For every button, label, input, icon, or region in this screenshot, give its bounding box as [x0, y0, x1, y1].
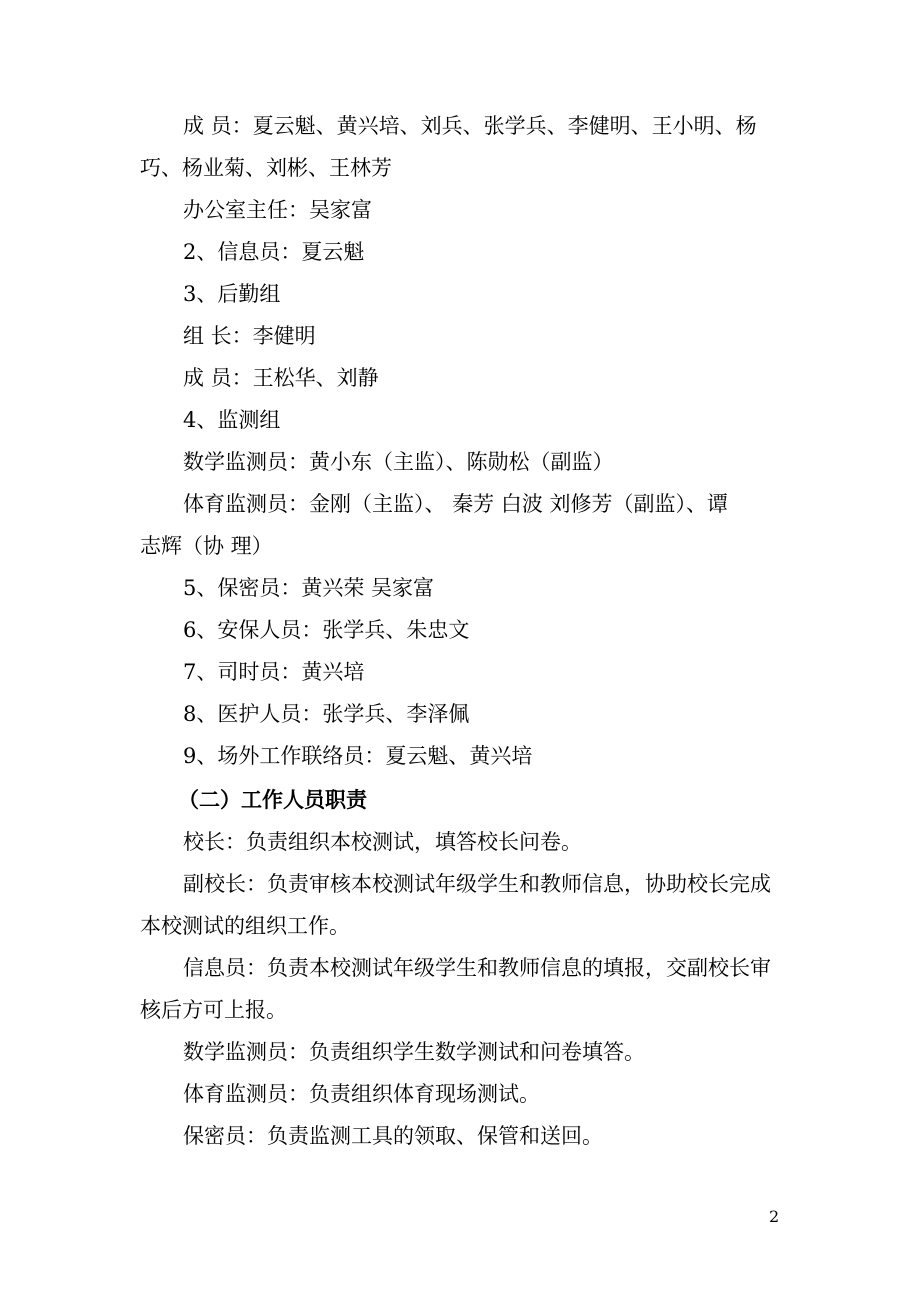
paragraph-security-staff: 6、安保人员：张学兵、朱忠文: [183, 618, 470, 642]
paragraph-pe-monitors-line-2: 志辉（协 理）: [140, 534, 273, 558]
paragraph-timekeeper: 7、司时员：黄兴培: [183, 660, 365, 684]
paragraph-math-monitor-duty: 数学监测员：负责组织学生数学测试和问卷填答。: [183, 1040, 645, 1064]
paragraph-external-liaison: 9、场外工作联络员：夏云魁、黄兴培: [183, 744, 533, 768]
section-heading-duties: （二）工作人员职责: [178, 787, 367, 812]
paragraph-logistics-leader: 组 长：李健明: [183, 324, 316, 348]
paragraph-info-officer: 2、信息员：夏云魁: [183, 240, 365, 264]
paragraph-math-monitors: 数学监测员：黄小东（主监）、陈勋松（副监）: [183, 450, 614, 474]
page-number: 2: [769, 1207, 780, 1226]
paragraph-pe-monitors-line-1: 体育监测员：金刚（主监）、 秦芳 白波 刘修芳（副监）、谭: [183, 492, 729, 516]
paragraph-members-line-2: 巧、杨业菊、刘彬、王林芳: [140, 156, 392, 180]
paragraph-logistics-members: 成 员：王松华、刘静: [183, 366, 379, 390]
paragraph-office-director: 办公室主任：吴家富: [183, 198, 372, 222]
paragraph-logistics-heading: 3、后勤组: [183, 282, 281, 306]
paragraph-medical-staff: 8、医护人员：张学兵、李泽佩: [183, 702, 470, 726]
paragraph-monitoring-heading: 4、监测组: [183, 408, 281, 432]
paragraph-vice-principal-duty-line-1: 副校长：负责审核本校测试年级学生和教师信息，协助校长完成: [183, 872, 771, 896]
paragraph-members-line-1: 成 员：夏云魁、黄兴培、刘兵、张学兵、李健明、王小明、杨: [183, 114, 757, 138]
paragraph-confidential-officer: 5、保密员：黄兴荣 吴家富: [183, 576, 435, 600]
paragraph-vice-principal-duty-line-2: 本校测试的组织工作。: [140, 914, 350, 938]
paragraph-info-officer-duty-line-2: 核后方可上报。: [140, 998, 287, 1022]
paragraph-info-officer-duty-line-1: 信息员：负责本校测试年级学生和教师信息的填报，交副校长审: [183, 956, 771, 980]
paragraph-pe-monitor-duty: 体育监测员：负责组织体育现场测试。: [183, 1082, 540, 1106]
paragraph-principal-duty: 校长：负责组织本校测试，填答校长问卷。: [183, 830, 582, 854]
paragraph-confidential-officer-duty: 保密员：负责监测工具的领取、保管和送回。: [183, 1124, 603, 1148]
